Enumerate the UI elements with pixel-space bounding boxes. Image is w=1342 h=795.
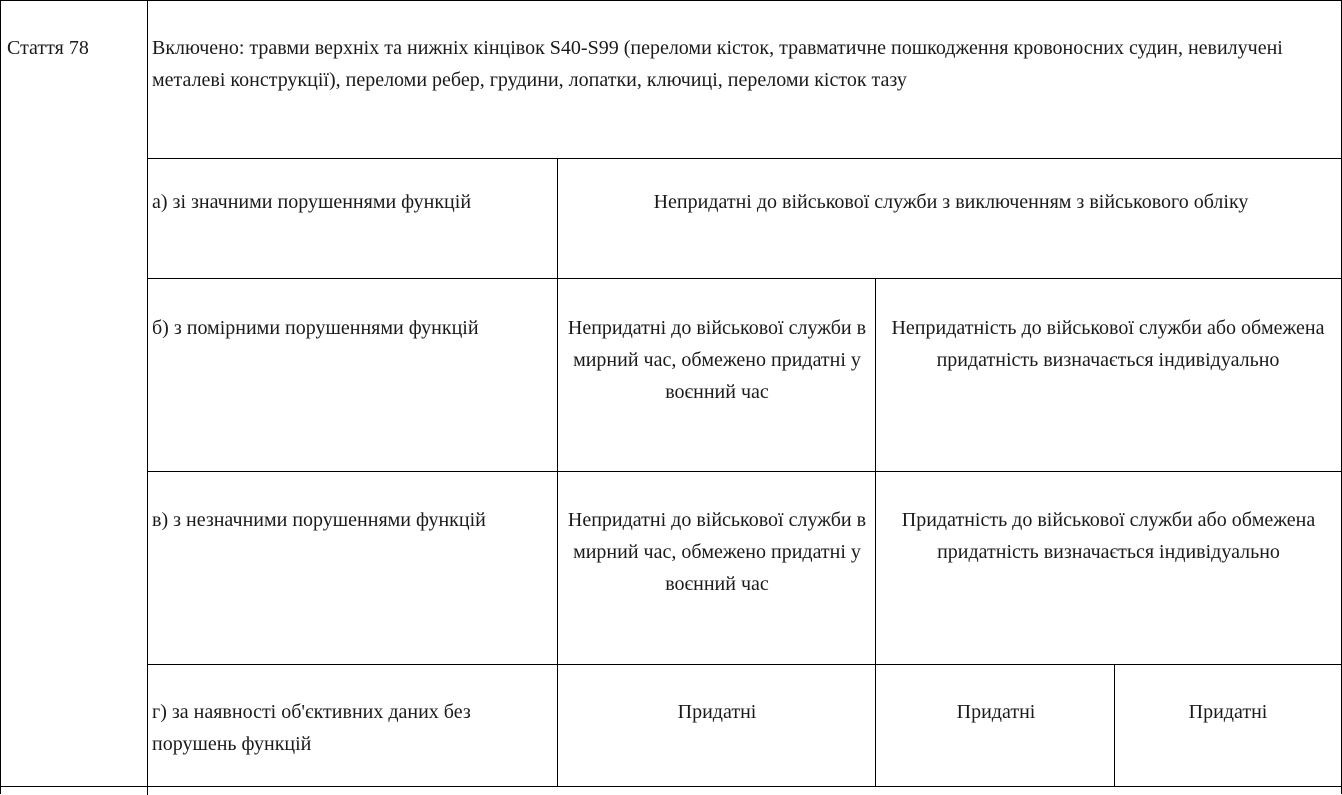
verdict-c-col2: Придатність до військової служби або обмежена придатність визначається індивідуально xyxy=(901,509,1316,563)
verdict-d-col3: Придатні xyxy=(1188,701,1268,723)
divider xyxy=(147,471,1341,472)
divider xyxy=(557,158,558,786)
divider xyxy=(147,278,1341,279)
divider xyxy=(1,786,1341,787)
verdict-b-col1: Непридатні до військової служби в мирний час, обмежено придатні у воєнний час xyxy=(567,317,867,403)
article-description: Включено: травми верхніх та нижніх кінцівок S40-S99 (переломи кісток, травматичне пошкодження кровоносних судин, невилучені металеві конструкції), переломи ребер, грудини, лопатки, ключиці, переломи кісток тазу xyxy=(152,37,1283,91)
verdict-d-col1: Придатні xyxy=(677,701,757,723)
condition-a: а) зі значними порушеннями функцій xyxy=(152,191,472,213)
divider xyxy=(1114,664,1115,786)
divider xyxy=(875,278,876,786)
condition-b: б) з помірними порушеннями функцій xyxy=(152,317,479,339)
condition-d: г) за наявності об'єктивних даних без порушень функцій xyxy=(152,701,471,755)
condition-c: в) з незначними порушеннями функцій xyxy=(152,509,486,531)
divider xyxy=(147,664,1341,665)
verdict-b-col2: Непридатність до військової служби або обмежена придатність визначається індивідуально xyxy=(891,317,1325,371)
divider xyxy=(147,1,148,795)
article-label: Стаття 78 xyxy=(7,37,89,59)
verdict-a: Непридатні до військової служби з виключенням з військового обліку xyxy=(653,191,1249,213)
divider xyxy=(147,158,1341,159)
verdict-d-col2: Придатні xyxy=(956,701,1036,723)
verdict-c-col1: Непридатні до військової служби в мирний час, обмежено придатні у воєнний час xyxy=(567,509,867,595)
